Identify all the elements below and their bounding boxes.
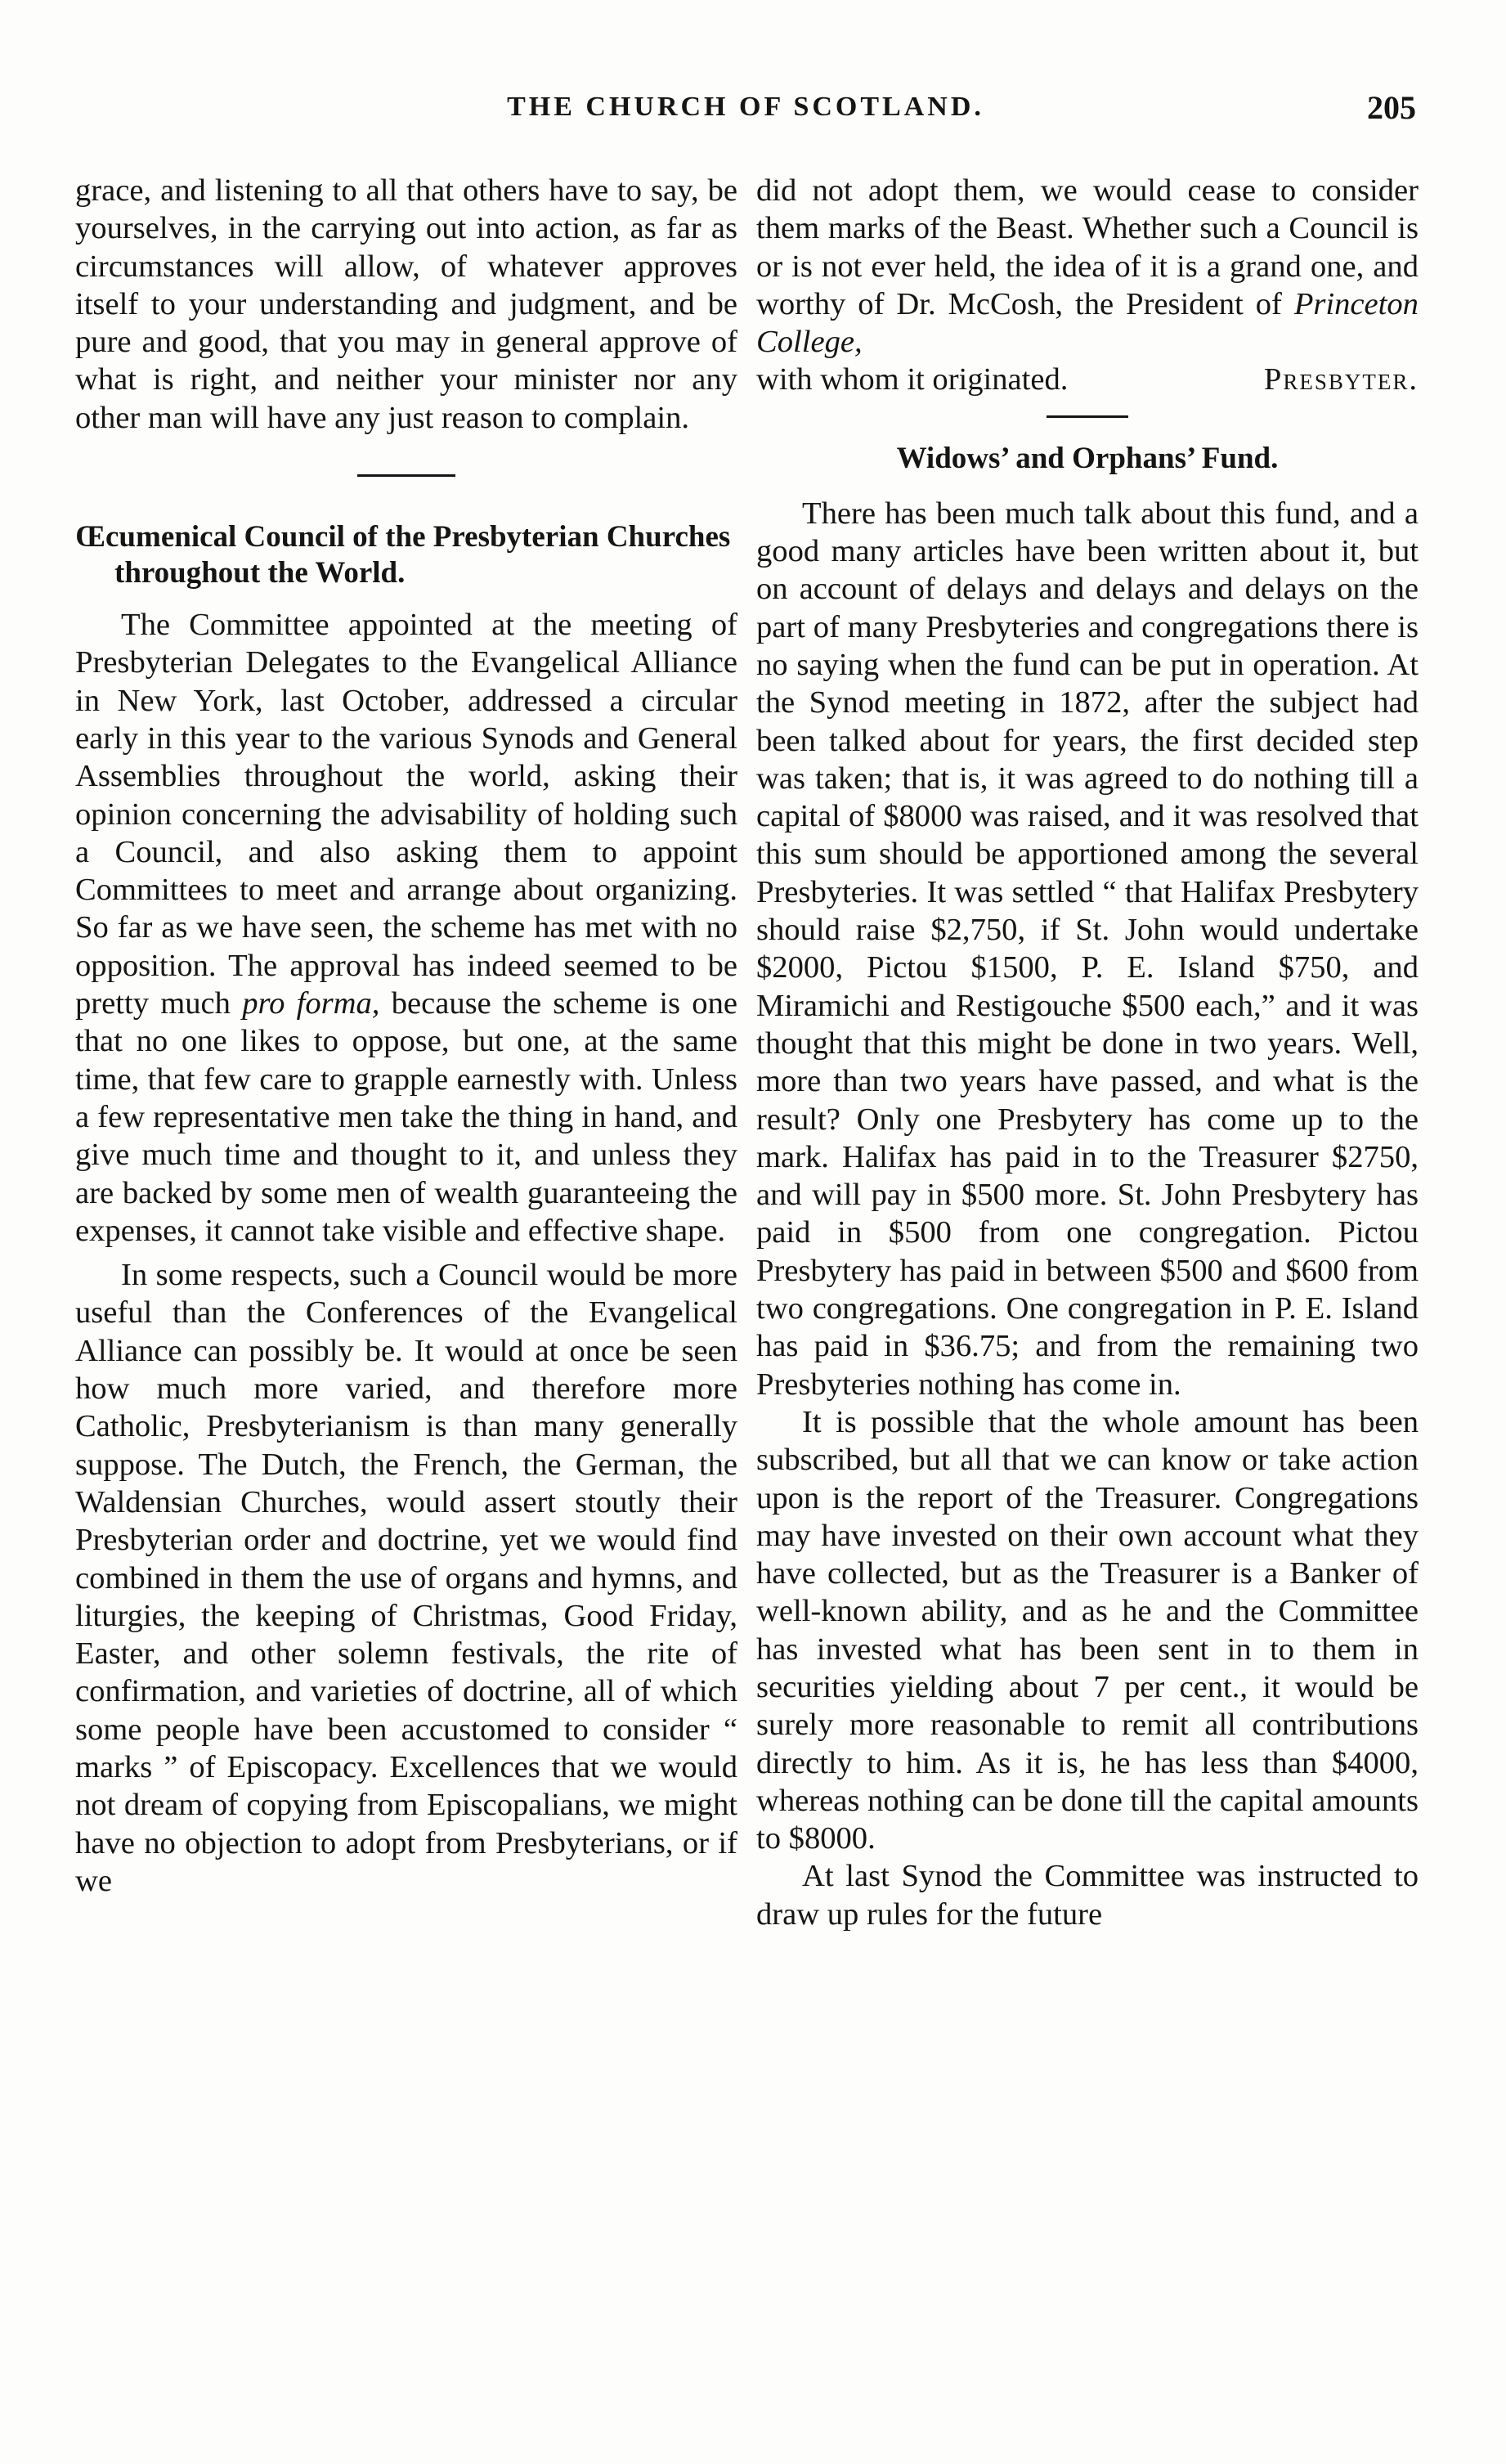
- paragraph-continued: grace, and listening to all that others have to say, be yourselves, in the carrying out into action, as far as circumstances will allow, of whatever approves itself to your understanding and judgment, and be pure and good, that you may in general approve of what is right, and neither your minister nor any other man will have any just reason to complain.: [75, 173, 737, 435]
- right-column: [756, 172, 1419, 1933]
- left-column: [75, 172, 737, 1900]
- paragraph-synod-rules: At last Synod the Committee was instructed to draw up rules for the future: [756, 1859, 1419, 1932]
- section-heading-oecumenical-council: Œcumenical Council of the Presbyterian Churches throughout the World.: [75, 520, 731, 590]
- paragraph-text: with whom it originated.: [756, 362, 1069, 397]
- section-divider: [1047, 415, 1128, 418]
- running-head: [75, 89, 1416, 141]
- italic-phrase: Princeton College,: [756, 286, 1419, 360]
- paragraph-treasurer: It is possible that the whole amount has been subscribed, but all that we can know or take action upon is the report of the Treasurer. Congregations may have invested on their own account what they have collected, but as the Treasurer is a Banker of well-known ability, and as he and the Committee has invested what has been sent in to them in securities yielding about 7 per cent., it would be surely more reasonable to remit all contributions directly to him. As it is, he has less than $4000, whereas nothing can be done till the capital amounts to $8000.: [756, 1404, 1419, 1856]
- signature-line: [756, 361, 1419, 398]
- section-divider: [357, 474, 455, 477]
- paragraph-text: The Committee appointed at the meeting of Presbyterian Delegates to the Evangelical Alliance in New York, last October, addressed a circular early in this year to the various Synods and General Assemblies throughout the world, asking their opinion concerning the advisability of holding such a Council, and also asking them to appoint Committees to meet and arrange about organizing. So far as we have seen, the scheme has met with no opposition. The approval has indeed seemed to be pretty much: [75, 608, 737, 1021]
- paragraph-council-usefulness: In some respects, such a Council would be more useful than the Conferences of the Evangelical Alliance can possibly be. It would at once be seen how much more varied, and therefore more Catholic, Presbyterianism is than many generally suppose. The Dutch, the French, the German, the Waldensian Churches, would assert stoutly their Presbyterian order and doctrine, yet we would find combined in them the use of organs and hymns, and liturgies, the keeping of Christmas, Good Friday, Easter, and other solemn festivals, the rite of confirmation, and varieties of doctrine, all of which some people have been accustomed to consider “ marks ” of Episcopacy. Excellences that we would not dream of copying from Episcopalians, we might have no objection to adopt from Presbyterians, or if we: [75, 1258, 737, 1898]
- paragraph-text: did not adopt them, we would cease to consider them marks of the Beast. Whether such a Council is or is not ever held, the idea of it is a grand one, and worthy of Dr. McCosh, the President of: [756, 173, 1419, 321]
- running-title: THE CHURCH OF SCOTLAND.: [507, 92, 984, 122]
- section-heading-widows-fund: Widows’ and Orphans’ Fund.: [896, 441, 1279, 475]
- author-signature: Presbyter.: [1263, 362, 1419, 397]
- paragraph-fund-delays: There has been much talk about this fund, and a good many articles have been written about it, but on account of delays and delays and delays on the part of many Presbyteries and congregations there is no saying when the fund can be put in operation. At the Synod meeting in 1872, after the subject had been talked about for years, the first decided step was taken; that is, it was agreed to do nothing till a capital of $8000 was raised, and it was resolved that this sum should be apportioned among the several Presbyteries. It was settled “ that Halifax Presbytery should raise $2,750, if St. John would undertake $2000, Pictou $1500, P. E. Island $750, and Miramichi and Restigouche $500 each,” and it was thought that this might be done in two years. Well, more than two years have passed, and what is the result? Only one Presbytery has come up to the mark. Halifax has paid in to the Treasurer $2750, and will pay in $500 more. St. John Presbytery has paid in $500 from one congregation. Pictou Presbytery has paid in between $500 and $600 from two congregations. One congregation in P. E. Island has paid in $36.75; and from the remaining two Presbyteries nothing has come in.: [756, 496, 1419, 1402]
- italic-phrase: pro forma,: [242, 986, 380, 1021]
- paragraph-continued: [756, 172, 1419, 361]
- paragraph-text: because the scheme is one that no one likes to oppose, but one, at the same time, that few care to grapple earnestly with. Unless a few representative men take the thing in hand, and give much time and thought to it, and unless they are backed by some men of wealth guaranteeing the expenses, it cannot take visible and effective shape.: [75, 986, 737, 1248]
- page-number: 205: [1367, 89, 1416, 126]
- paragraph-committee: [75, 606, 737, 1250]
